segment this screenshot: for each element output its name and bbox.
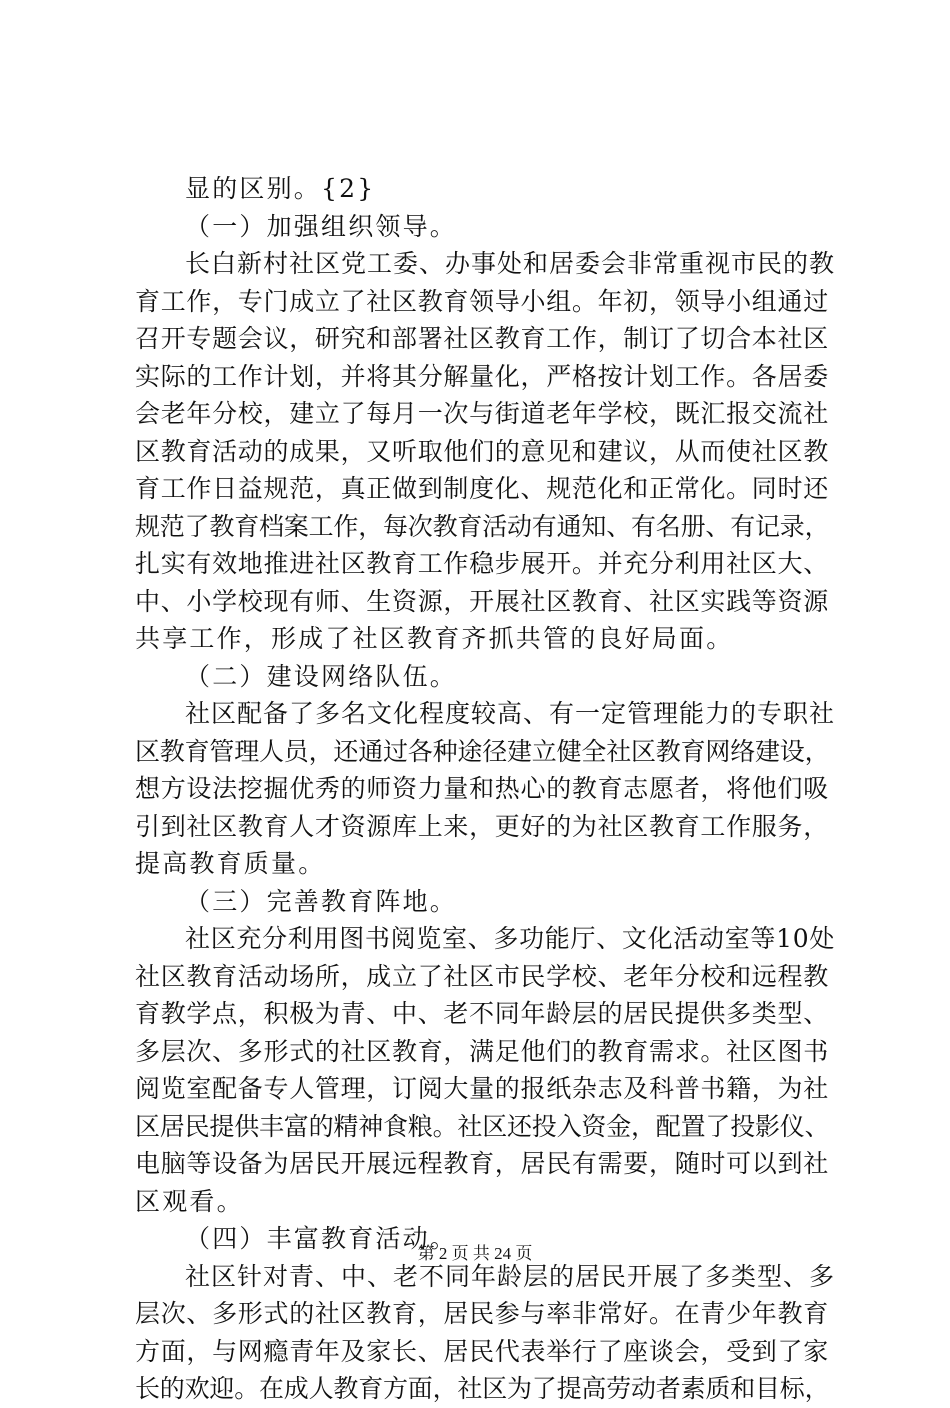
text-line: 育教学点，积极为青、中、老不同年龄层的居民提供多类型、 (135, 999, 829, 1028)
text-line: 社区充分利用图书阅览室、多功能厅、文化活动室等10处 (185, 924, 836, 953)
text-line: 育工作日益规范，真正做到制度化、规范化和正常化。同时还 (135, 474, 829, 503)
text-line: 区观看。 (135, 1186, 244, 1216)
text-line: 显的区别。{2} (185, 174, 376, 203)
text-line: 提高教育质量。 (135, 849, 326, 878)
text-line: 方面，与网瘾青年及家长、居民代表举行了座谈会，受到了家 (135, 1336, 829, 1366)
text-line: 社区配备了多名文化程度较高、有一定管理能力的专职社 (185, 699, 836, 728)
text-line: 实际的工作计划，并将其分解量化，严格按计划工作。各居委 (135, 361, 829, 391)
text-line: （三）完善教育阵地。 (185, 886, 458, 916)
text-line: 社区教育活动场所，成立了社区市民学校、老年分校和远程教 (135, 961, 829, 991)
text-line: 召开专题会议，研究和部署社区教育工作，制订了切合本社区 (135, 324, 829, 353)
text-line: 育工作，专门成立了社区教育领导小组。年初，领导小组通过 (135, 286, 829, 316)
text-line: （四）丰富教育活动。 (185, 1224, 458, 1253)
page-footer: 第 2 页 共 24 页 (417, 1244, 533, 1263)
text-line: 区教育管理人员，还通过各种途径建立健全社区教育网络建设， (135, 736, 830, 766)
text-line: 长白新村社区党工委、办事处和居委会非常重视市民的教 (185, 249, 836, 278)
text-line: 多层次、多形式的社区教育，满足他们的教育需求。社区图书 (135, 1036, 829, 1066)
text-line: 会老年分校，建立了每月一次与街道老年学校，既汇报交流社 (135, 399, 829, 428)
text-line: 共享工作，形成了社区教育齐抓共管的良好局面。 (135, 624, 734, 653)
text-line: 想方设法挖掘优秀的师资力量和热心的教育志愿者，将他们吸 (135, 774, 829, 803)
text-line: 层次、多形式的社区教育，居民参与率非常好。在青少年教育 (135, 1299, 829, 1328)
text-line: 扎实有效地推进社区教育工作稳步展开。并充分利用社区大、 (135, 549, 829, 578)
text-line: （一）加强组织领导。 (185, 211, 458, 241)
text-line: （二）建设网络队伍。 (185, 661, 458, 691)
text-line: 规范了教育档案工作，每次教育活动有通知、有名册、有记录， (135, 511, 830, 541)
text-line: 阅览室配备专人管理，订阅大量的报纸杂志及科普书籍，为社 (135, 1074, 829, 1103)
text-line: 引到社区教育人才资源库上来，更好的为社区教育工作服务， (135, 811, 829, 841)
text-line: 电脑等设备为居民开展远程教育，居民有需要，随时可以到社 (135, 1149, 829, 1178)
text-line: 区居民提供丰富的精神食粮。社区还投入资金，配置了投影仪、 (135, 1111, 830, 1141)
text-line: 中、小学校现有师、生资源，开展社区教育、社区实践等资源 (135, 586, 829, 616)
text-line: 区教育活动的成果，又听取他们的意见和建议，从而使社区教 (135, 436, 829, 466)
text-line: 长的欢迎。在成人教育方面，社区为了提高劳动者素质和目标， (135, 1374, 830, 1403)
text-line: 社区针对青、中、老不同年龄层的居民开展了多类型、多 (185, 1261, 836, 1291)
document-body (135, 170, 835, 1408)
